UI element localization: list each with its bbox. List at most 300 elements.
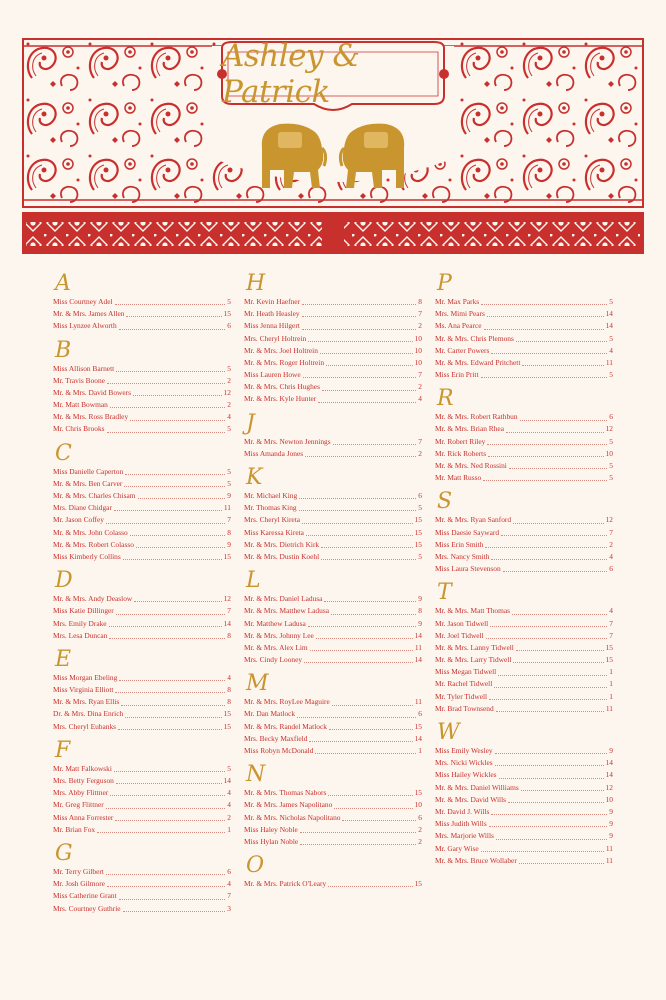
table-number: 9 (227, 491, 231, 501)
guest-entry (53, 502, 231, 514)
guest-entry (244, 618, 422, 630)
section-letter: N (246, 762, 266, 788)
table-number: 11 (414, 697, 422, 707)
dot-leader (332, 704, 413, 706)
guest-entry (244, 696, 422, 708)
section-f (53, 739, 231, 836)
dot-leader (306, 534, 413, 536)
guest-name: Miss Virginia Elliott (53, 685, 114, 695)
dot-leader (126, 315, 221, 317)
table-number: 15 (223, 709, 231, 719)
column-2 (244, 272, 422, 896)
dot-leader (302, 522, 413, 524)
guest-name: Mr. & Mrs. Ryan Ellis (53, 697, 120, 707)
table-number: 11 (414, 642, 422, 652)
dot-leader (109, 625, 222, 627)
table-number: 3 (227, 903, 231, 913)
table-number: 14 (223, 618, 231, 628)
guest-entry (53, 551, 231, 563)
guest-entry (53, 618, 231, 630)
table-number: 1 (227, 824, 231, 834)
dot-leader (520, 419, 608, 421)
dot-leader (481, 850, 604, 852)
guest-entry (53, 593, 231, 605)
guest-entry (435, 654, 613, 666)
dot-leader (485, 546, 607, 548)
guest-name: Miss Anna Forrester (53, 812, 114, 822)
guest-entry (53, 296, 231, 308)
guest-name: Mr. Gary Wise (435, 843, 479, 853)
guest-name: Mr. & Mrs. Dustin Koehl (244, 551, 320, 561)
guest-name: Mr. & Mrs. Brian Rhea (435, 424, 504, 434)
dot-leader (491, 813, 607, 815)
guest-name: Miss Courtney Adel (53, 296, 113, 306)
table-number: 10 (414, 357, 422, 367)
dot-leader (501, 534, 607, 536)
table-number: 12 (223, 594, 231, 604)
guest-entry (244, 320, 422, 332)
table-number: 2 (418, 382, 422, 392)
dot-leader (333, 443, 417, 445)
guest-name: Mr. & Mrs. Newton Jennings (244, 436, 331, 446)
table-number: 5 (227, 363, 231, 373)
guest-entry (244, 527, 422, 539)
dot-leader (107, 431, 226, 433)
guest-entry (435, 357, 613, 369)
table-number: 9 (609, 746, 613, 756)
guest-name: Mr. Jason Coffey (53, 515, 104, 525)
guest-name: Mr. & Mrs. Charles Chisam (53, 491, 136, 501)
section-n (244, 763, 422, 848)
guest-entry (244, 642, 422, 654)
table-number: 15 (414, 788, 422, 798)
table-number: 2 (418, 321, 422, 331)
guest-name: Mr. & Mrs. Matthew Ladusa (244, 606, 329, 616)
guest-name: Mr. Kevin Haefner (244, 296, 301, 306)
guest-entry (53, 466, 231, 478)
section-letter: M (246, 671, 269, 697)
guest-entry (53, 363, 231, 375)
guest-name: Miss Amanda Jones (244, 448, 304, 458)
dot-leader (331, 613, 416, 615)
dot-leader (318, 401, 416, 403)
table-number: 15 (414, 527, 422, 537)
dot-leader (509, 467, 607, 469)
dot-leader (136, 546, 225, 548)
section-letter: K (246, 465, 263, 491)
guest-entry (435, 830, 613, 842)
guest-entry (435, 605, 613, 617)
dot-leader (302, 328, 416, 330)
table-number: 12 (605, 424, 613, 434)
section-w (435, 721, 613, 867)
guest-entry (53, 527, 231, 539)
table-number: 9 (227, 539, 231, 549)
guest-entry (244, 296, 422, 308)
guest-entry (244, 502, 422, 514)
dot-leader (508, 801, 604, 803)
table-number: 1 (609, 691, 613, 701)
guest-entry (53, 878, 231, 890)
dot-leader (490, 625, 607, 627)
guest-name: Mr. Brian Fox (53, 824, 96, 834)
table-number: 14 (605, 758, 613, 768)
guest-entry (53, 490, 231, 502)
guest-name: Miss Lauren Howe (244, 370, 301, 380)
guest-name: Mrs. Emily Drake (53, 618, 107, 628)
table-number: 4 (609, 551, 613, 561)
guest-entry (435, 691, 613, 703)
table-number: 15 (414, 721, 422, 731)
section-letter: E (55, 646, 72, 672)
table-number: 8 (227, 685, 231, 695)
dot-leader (116, 613, 226, 615)
guest-name: Mr. & Mrs. James Napolitano (244, 800, 333, 810)
guest-entry (244, 551, 422, 563)
table-number: 5 (609, 436, 613, 446)
table-number: 14 (605, 770, 613, 780)
guest-entry (53, 775, 231, 787)
dot-leader (114, 770, 225, 772)
table-number: 7 (609, 527, 613, 537)
section-letter: D (55, 568, 73, 594)
guest-name: Mr. Chris Brooks (53, 424, 105, 434)
table-number: 9 (418, 594, 422, 604)
table-number: 15 (605, 642, 613, 652)
table-number: 6 (227, 866, 231, 876)
guest-entry (435, 855, 613, 867)
guest-entry (435, 514, 613, 526)
dot-leader (506, 431, 604, 433)
dot-leader (300, 843, 416, 845)
dot-leader (297, 716, 416, 718)
guest-entry (244, 514, 422, 526)
dot-leader (481, 376, 608, 378)
dot-leader (114, 509, 222, 511)
guest-entry (435, 539, 613, 551)
guest-entry (435, 666, 613, 678)
table-number: 7 (418, 436, 422, 446)
section-s (435, 490, 613, 575)
dot-leader (305, 455, 416, 457)
dot-leader (495, 752, 608, 754)
guest-name: Miss Erin Pritt (435, 370, 479, 380)
dot-leader (309, 740, 412, 742)
guest-name: Mr. & Mrs. Randel Matlock (244, 721, 327, 731)
dot-leader (97, 831, 225, 833)
section-m (244, 672, 422, 757)
table-number: 10 (414, 800, 422, 810)
dot-leader (115, 303, 226, 305)
table-number: 12 (605, 515, 613, 525)
dot-leader (499, 777, 604, 779)
section-letter: W (437, 720, 460, 746)
table-number: 14 (414, 630, 422, 640)
dot-leader (488, 455, 603, 457)
guest-entry (53, 605, 231, 617)
guest-entry (435, 630, 613, 642)
guest-name: Mrs. Cheryl Holtrein (244, 333, 307, 343)
guest-entry (435, 679, 613, 691)
dot-leader (107, 885, 225, 887)
table-number: 2 (227, 375, 231, 385)
guest-entry (435, 794, 613, 806)
guest-name: Miss Haley Noble (244, 824, 298, 834)
section-letter: R (437, 386, 454, 412)
dot-leader (123, 910, 226, 912)
guest-name: Mr. & Mrs. Patrick O'Leary (244, 879, 327, 889)
table-number: 15 (223, 309, 231, 319)
dot-leader (316, 637, 413, 639)
dot-leader (119, 679, 225, 681)
guest-name: Mr. & Mrs. Ross Bradley (53, 412, 129, 422)
guest-entry (435, 745, 613, 757)
guest-entry (244, 812, 422, 824)
dot-leader (321, 558, 416, 560)
table-number: 7 (227, 515, 231, 525)
guest-entry (435, 757, 613, 769)
guest-entry (435, 308, 613, 320)
table-number: 9 (609, 806, 613, 816)
table-number: 14 (414, 733, 422, 743)
guest-name: Mr. Jason Tidwell (435, 618, 489, 628)
table-number: 15 (223, 721, 231, 731)
table-number: 1 (609, 667, 613, 677)
guest-entry (435, 345, 613, 357)
guest-name: Miss Daesie Sayward (435, 527, 500, 537)
couple-names: Ashley & Patrick (222, 38, 360, 110)
dot-leader (491, 352, 607, 354)
dot-leader (304, 661, 413, 663)
guest-entry (53, 630, 231, 642)
dot-leader (512, 613, 607, 615)
guest-name: Mr. & Mrs. Ned Rossini (435, 461, 507, 471)
guest-entry (435, 320, 613, 332)
dot-leader (115, 819, 225, 821)
guest-entry (435, 448, 613, 460)
guest-name: Mr. Josh Gilmore (53, 879, 105, 889)
guest-entry (435, 296, 613, 308)
section-k (244, 466, 422, 563)
dot-leader (491, 558, 607, 560)
guest-entry (53, 866, 231, 878)
guest-entry (53, 903, 231, 915)
guest-entry (435, 818, 613, 830)
guest-name: Mr. & Mrs. Nicholas Napolitano (244, 812, 341, 822)
dot-leader (498, 674, 607, 676)
guest-entry (53, 787, 231, 799)
section-letter: J (246, 410, 255, 436)
guest-name: Mrs. Nicki Wickles (435, 758, 493, 768)
guest-name: Mrs. Marjorie Wills (435, 831, 494, 841)
guest-entry (53, 387, 231, 399)
guest-entry (435, 369, 613, 381)
table-number: 14 (605, 321, 613, 331)
dot-leader (300, 831, 417, 833)
guest-entry (53, 320, 231, 332)
table-number: 14 (414, 655, 422, 665)
guest-entry (53, 424, 231, 436)
table-number: 1 (609, 679, 613, 689)
dot-leader (121, 704, 225, 706)
guest-name: Mrs. Diane Chidgar (53, 503, 112, 513)
guest-name: Mr. & Mrs. Roger Holtrein (244, 357, 325, 367)
dot-leader (328, 885, 412, 887)
dot-leader (516, 649, 604, 651)
guest-name: Miss Hailey Wickles (435, 770, 497, 780)
dot-leader (494, 686, 607, 688)
seating-chart (50, 272, 624, 992)
guest-entry (435, 782, 613, 794)
table-number: 7 (609, 618, 613, 628)
guest-entry (244, 333, 422, 345)
guest-entry (244, 345, 422, 357)
dot-leader (302, 303, 416, 305)
ornate-border (22, 212, 644, 254)
dot-leader (110, 794, 225, 796)
guest-name: Miss Lynzee Alworth (53, 321, 117, 331)
guest-name: Miss Emily Wesley (435, 746, 493, 756)
dot-leader (119, 328, 226, 330)
guest-entry (435, 806, 613, 818)
guest-name: Mrs. Mimi Pears (435, 309, 485, 319)
guest-name: Miss Allison Barnett (53, 363, 115, 373)
table-number: 8 (418, 606, 422, 616)
section-h (244, 272, 422, 406)
guest-name: Mr. & Mrs. Robert Rathbun (435, 412, 518, 422)
guest-name: Miss Judith Wills (435, 819, 487, 829)
guest-name: Mr. & Mrs. Ryan Sanford (435, 515, 512, 525)
section-a (53, 272, 231, 333)
section-letter: S (437, 489, 453, 515)
guest-name: Mr. Matthew Ladusa (244, 618, 306, 628)
dot-leader (321, 546, 412, 548)
table-number: 10 (605, 448, 613, 458)
guest-name: Mr. & Mrs. Daniel Williams (435, 782, 519, 792)
guest-name: Mrs. Cheryl Eubanks (53, 721, 117, 731)
guest-name: Mrs. Cheryl Kireta (244, 515, 301, 525)
section-letter: T (437, 580, 452, 606)
table-number: 15 (223, 551, 231, 561)
guest-name: Mr. & Mrs. RoyLee Maguire (244, 697, 330, 707)
guest-name: Miss Catherine Grant (53, 891, 117, 901)
guest-entry (244, 733, 422, 745)
dot-leader (516, 340, 607, 342)
guest-entry (53, 478, 231, 490)
table-number: 12 (605, 782, 613, 792)
guest-name: Mr. & Mrs. Robert Colasso (53, 539, 134, 549)
table-number: 15 (414, 515, 422, 525)
guest-name: Mrs. Nancy Smith (435, 551, 490, 561)
table-number: 11 (605, 843, 613, 853)
table-number: 4 (609, 606, 613, 616)
dot-leader (299, 509, 417, 511)
section-letter: F (55, 737, 71, 763)
table-number: 9 (609, 819, 613, 829)
table-number: 8 (227, 697, 231, 707)
table-number: 5 (418, 503, 422, 513)
table-number: 11 (605, 703, 613, 713)
table-number: 5 (227, 478, 231, 488)
table-number: 12 (223, 387, 231, 397)
guest-entry (435, 333, 613, 345)
table-number: 11 (605, 357, 613, 367)
guest-name: Mr. Joel Tidwell (435, 630, 484, 640)
table-number: 6 (227, 321, 231, 331)
dot-leader (310, 649, 413, 651)
guest-entry (244, 654, 422, 666)
dot-leader (522, 364, 603, 366)
guest-entry (244, 593, 422, 605)
dot-leader (299, 497, 416, 499)
dot-leader (116, 782, 222, 784)
guest-entry (435, 460, 613, 472)
guest-entry (244, 369, 422, 381)
section-l (244, 569, 422, 666)
guest-name: Mr. & Mrs. Andy Deaslow (53, 594, 133, 604)
guest-entry (53, 411, 231, 423)
table-number: 8 (227, 527, 231, 537)
dot-leader (484, 328, 604, 330)
guest-entry (435, 642, 613, 654)
table-number: 2 (227, 400, 231, 410)
dot-leader (302, 315, 417, 317)
dot-leader (334, 807, 412, 809)
table-number: 14 (223, 776, 231, 786)
guest-entry (435, 703, 613, 715)
guest-name: Mr. Max Parks (435, 296, 480, 306)
guest-entry (435, 436, 613, 448)
table-number: 15 (414, 539, 422, 549)
dot-leader (503, 570, 608, 572)
guest-name: Miss Jenna Hilgert (244, 321, 300, 331)
guest-entry (435, 563, 613, 575)
guest-name: Mr. David J. Wills (435, 806, 490, 816)
section-letter: H (246, 271, 266, 296)
guest-name: Mr. & Mrs. Larry Tidwell (435, 655, 512, 665)
dot-leader (308, 340, 412, 342)
guest-name: Miss Robyn McDonald (244, 746, 314, 756)
dot-leader (125, 473, 225, 475)
dot-leader (519, 862, 604, 864)
guest-name: Mr. & Mrs. Chris Plemons (435, 333, 514, 343)
guest-name: Mr. & Mrs. Ben Carver (53, 478, 123, 488)
dot-leader (320, 352, 413, 354)
section-d (53, 569, 231, 642)
dot-leader (496, 838, 607, 840)
table-number: 8 (418, 296, 422, 306)
guest-name: Miss Morgan Ebeling (53, 672, 118, 682)
guest-name: Mr. Matt Falkowski (53, 763, 112, 773)
table-number: 5 (609, 296, 613, 306)
dot-leader (495, 764, 604, 766)
guest-name: Miss Kimberly Collins (53, 551, 121, 561)
dot-leader (118, 728, 222, 730)
dot-leader (481, 303, 607, 305)
dot-leader (124, 485, 225, 487)
table-number: 7 (227, 606, 231, 616)
table-number: 11 (605, 855, 613, 865)
guest-name: Mrs. Becky Maxfield (244, 733, 308, 743)
guest-name: Mr. Travis Boone (53, 375, 105, 385)
guest-name: Mrs. Betty Ferguson (53, 776, 114, 786)
guest-name: Miss Laura Stevenson (435, 564, 501, 574)
guest-entry (244, 381, 422, 393)
dot-leader (308, 625, 417, 627)
dot-leader (106, 873, 225, 875)
table-number: 5 (609, 333, 613, 343)
guest-name: Miss Danielle Caperton (53, 466, 124, 476)
